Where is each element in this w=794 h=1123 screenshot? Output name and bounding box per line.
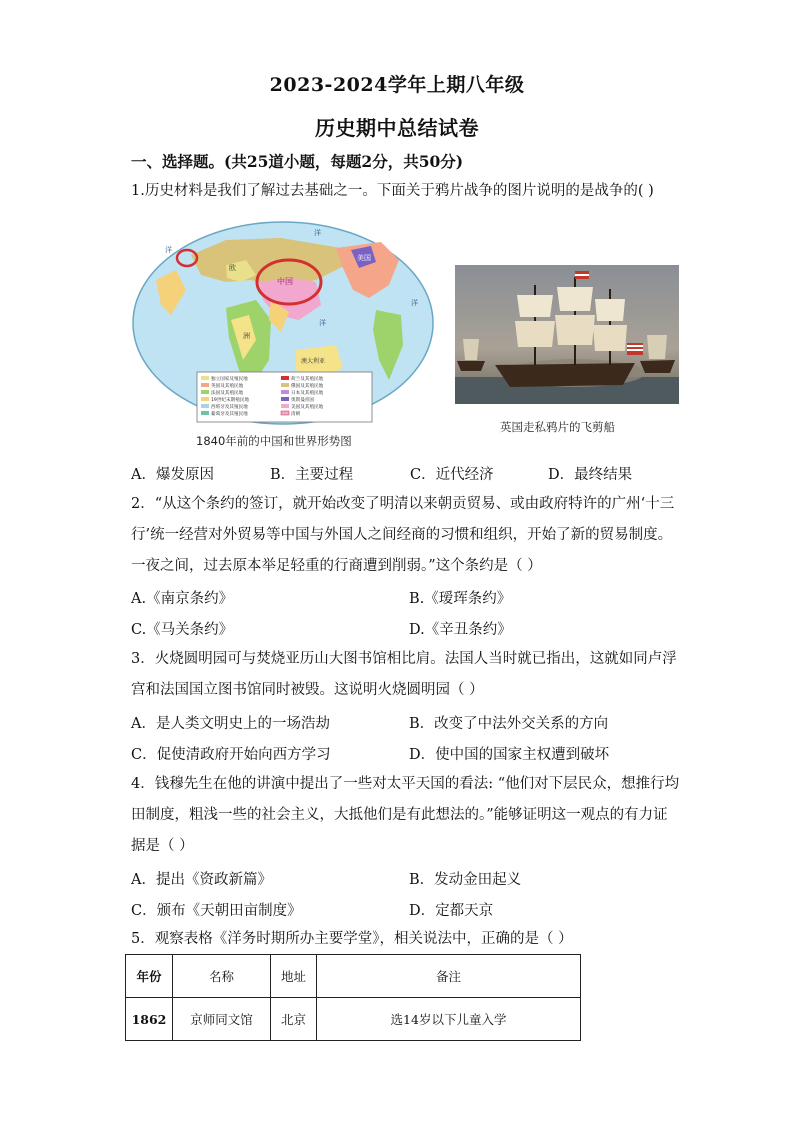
q3-option-a[interactable]: A．是人类文明史上的一场浩劫 <box>131 716 330 732</box>
q2-option-c[interactable]: C.《马关条约》 <box>131 622 234 638</box>
legend-swatch <box>281 376 289 380</box>
q4-stem-line2: 田制度，粗浅一些的社会主义，大抵他们是有此想法的。”能够证明这一观点的有力证 <box>131 807 668 823</box>
legend-swatch <box>281 404 289 408</box>
distant-ship-sail <box>647 335 667 359</box>
legend-swatch <box>201 397 209 401</box>
table-cell: 1862 <box>126 998 173 1041</box>
table-row <box>126 998 581 1041</box>
legend-item: 荷兰及其殖民地 <box>291 377 324 382</box>
map-label-ocean-c: 洋 <box>319 319 326 327</box>
table-header-cell: 名称 <box>173 955 271 998</box>
ship-hull <box>495 363 635 387</box>
map-label-america: 美国 <box>357 254 371 262</box>
map-label-china: 中国 <box>277 277 293 286</box>
distant-ship <box>640 360 675 373</box>
ship-sail <box>557 287 593 311</box>
q3-option-b[interactable]: B．改变了中法外交关系的方向 <box>409 716 609 732</box>
map-caption: 1840年前的中国和世界形势图 <box>196 434 352 448</box>
distant-ship-left-sail <box>463 339 479 360</box>
q2-option-b[interactable]: B.《瑷珲条约》 <box>409 591 512 607</box>
legend-swatch <box>281 383 289 387</box>
legend-item: 西班牙及其殖民地 <box>211 405 248 410</box>
map-label-australia: 澳大利亚 <box>301 358 326 365</box>
legend-item: 法国及其殖民地 <box>211 391 244 396</box>
world-map-figure <box>131 220 436 428</box>
exam-title-line1: 2023-2024学年上期八年级 <box>269 74 525 96</box>
q4-option-d[interactable]: D．定都天京 <box>409 903 494 919</box>
map-label-ocean-b: 洋 <box>314 229 321 237</box>
legend-swatch <box>201 404 209 408</box>
table-header-cell: 备注 <box>317 955 581 998</box>
map-label-ocean-d: 洋 <box>411 299 418 307</box>
table-cell: 选14岁以下儿童入学 <box>317 998 581 1041</box>
q1-option-b[interactable]: B．主要过程 <box>270 467 354 483</box>
schools-table <box>125 954 581 1041</box>
q3-stem-line2: 宫和法国国立图书馆同时被毁。这说明火烧圆明园（ ） <box>131 682 484 698</box>
table-header-cell: 年份 <box>126 955 173 998</box>
table-cell: 北京 <box>271 998 317 1041</box>
distant-ship-left <box>457 361 485 371</box>
q4-option-c[interactable]: C．颁布《天朝田亩制度》 <box>131 903 302 919</box>
table-cell: 京师同文馆 <box>173 998 271 1041</box>
q1-option-c[interactable]: C．近代经济 <box>410 467 494 483</box>
legend-swatch <box>281 411 289 415</box>
ship-sail <box>515 321 555 347</box>
ship-flag-stripe <box>627 345 643 347</box>
legend-item: 清朝 <box>291 412 301 417</box>
ship-sail <box>593 325 627 351</box>
map-label-ocean-a: 洋 <box>165 246 172 254</box>
legend-item: 俄国及其殖民地 <box>291 384 324 389</box>
legend-item: 奥斯曼帝国 <box>291 398 314 403</box>
legend-item: 葡萄牙及其殖民地 <box>211 412 248 417</box>
ship-sail <box>517 295 553 317</box>
legend-item: 19世纪末期殖民地 <box>211 398 250 403</box>
legend-swatch <box>201 383 209 387</box>
section-heading: 一、选择题。(共25道小题，每题2分，共50分) <box>131 152 464 171</box>
ship-caption: 英国走私鸦片的飞剪船 <box>500 420 615 434</box>
ship-flag-stripe <box>575 274 589 276</box>
q2-option-d[interactable]: D.《辛丑条约》 <box>409 622 512 638</box>
q4-option-a[interactable]: A．提出《资政新篇》 <box>131 872 272 888</box>
q4-stem-line3: 据是（ ） <box>131 838 194 854</box>
legend-item: 美国及其殖民地 <box>291 405 324 410</box>
q1-stem: 1.历史材料是我们了解过去基础之一。下面关于鸦片战争的图片说明的是战争的( ) <box>131 183 654 199</box>
legend-swatch <box>201 411 209 415</box>
exam-title-line2: 历史期中总结试卷 <box>315 116 479 140</box>
table-header-cell: 地址 <box>271 955 317 998</box>
table-header-row <box>126 955 581 998</box>
q2-stem-line1: 2．“从这个条约的签订，就开始改变了明清以来朝贡贸易、或由政府特许的广州‘十三 <box>131 496 675 512</box>
q5-stem: 5．观察表格《洋务时期所办主要学堂》，相关说法中，正确的是（ ） <box>131 931 573 947</box>
legend-swatch <box>201 390 209 394</box>
map-label-europe: 欧 <box>229 264 236 272</box>
ship-sail <box>555 315 595 345</box>
q3-stem-line1: 3．火烧圆明园可与焚烧亚历山大图书馆相比肩。法国人当时就已指出，这就如同卢浮 <box>131 651 677 667</box>
ship-sail <box>595 299 625 321</box>
q3-option-c[interactable]: C．促使清政府开始向西方学习 <box>131 747 331 763</box>
q3-option-d[interactable]: D．使中国的国家主权遭到破坏 <box>409 747 610 763</box>
legend-item: 英国及其殖民地 <box>211 384 244 389</box>
map-label-africa: 洲 <box>243 332 250 340</box>
legend-item: 日本及其殖民地 <box>291 391 324 396</box>
legend-item: 独立国家及殖民地 <box>211 377 248 382</box>
q1-option-d[interactable]: D．最终结果 <box>548 467 633 483</box>
q1-option-a[interactable]: A．爆发原因 <box>131 467 214 483</box>
clipper-ship-image <box>455 265 679 404</box>
q4-option-b[interactable]: B．发动金田起义 <box>409 872 522 888</box>
legend-swatch <box>201 376 209 380</box>
q2-stem-line3: 一夜之间，过去原本举足轻重的行商遭到削弱。”这个条约是（ ） <box>131 558 542 574</box>
legend-swatch <box>281 390 289 394</box>
ship-flag-stripe <box>627 349 643 351</box>
q2-stem-line2: 行’统一经营对外贸易等中国与外国人之间经商的习惯和组织，开始了新的贸易制度。 <box>131 527 673 543</box>
legend-swatch <box>281 397 289 401</box>
q2-option-a[interactable]: A.《南京条约》 <box>131 591 234 607</box>
q4-stem-line1: 4．钱穆先生在他的讲演中提出了一些对太平天国的看法: “他们对下层民众，想推行均 <box>131 776 680 792</box>
